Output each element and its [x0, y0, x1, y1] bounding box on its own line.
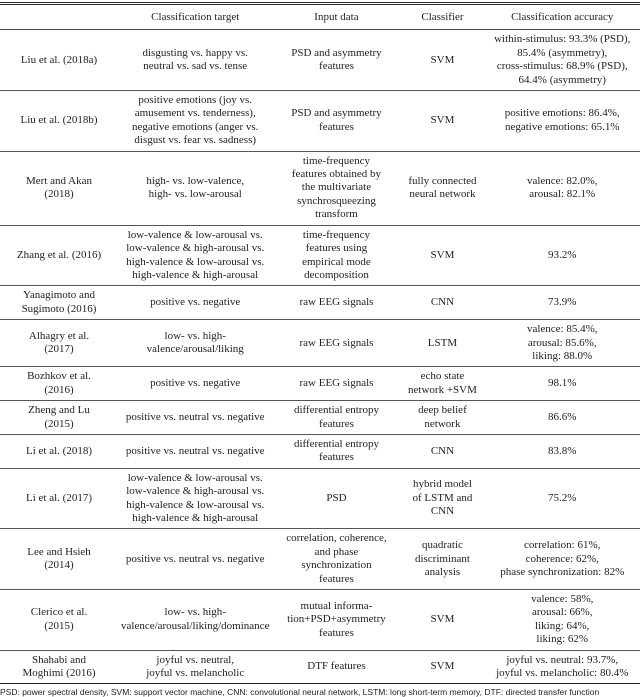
- header-input-data: Input data: [272, 4, 400, 30]
- cell-accuracy: 98.1%: [484, 367, 640, 401]
- cell-accuracy: valence: 58%, arousal: 66%, liking: 64%, liking: 62%: [484, 590, 640, 651]
- header-classification-target: Classification target: [118, 4, 272, 30]
- table-row: [0, 434, 640, 468]
- cell-classification-target: positive emotions (joy vs. amusement vs. tenderness), negative emotions (anger vs. disgust vs. fear vs. sadness): [118, 91, 272, 152]
- table-body: [0, 30, 640, 684]
- cell-study: Bozhkov et al. (2016): [0, 367, 118, 401]
- cell-input-data: PSD and asymmetry features: [272, 91, 400, 152]
- table-row: [0, 650, 640, 684]
- cell-classifier: echo state network +SVM: [400, 367, 484, 401]
- cell-classifier: hybrid model of LSTM and CNN: [400, 468, 484, 529]
- cell-accuracy: 86.6%: [484, 401, 640, 435]
- cell-classifier: fully connected neural network: [400, 151, 484, 225]
- cell-classifier: quadratic discriminant analysis: [400, 529, 484, 590]
- cell-classification-target: positive vs. neutral vs. negative: [118, 434, 272, 468]
- cell-accuracy: within-stimulus: 93.3% (PSD), 85.4% (asymmetry), cross-stimulus: 68.9% (PSD), 64.4% (asymmetry): [484, 30, 640, 91]
- cell-accuracy: correlation: 61%, coherence: 62%, phase synchronization: 82%: [484, 529, 640, 590]
- table-row: [0, 151, 640, 225]
- cell-accuracy: positive emotions: 86.4%, negative emotions: 65.1%: [484, 91, 640, 152]
- cell-classification-target: low-valence & low-arousal vs. low-valence & high-arousal vs. high-valence & low-arousal vs. high-valence & high-arousal: [118, 468, 272, 529]
- cell-accuracy: 73.9%: [484, 286, 640, 320]
- cell-accuracy: valence: 82.0%, arousal: 82.1%: [484, 151, 640, 225]
- cell-input-data: time-frequency features obtained by the multivariate synchrosqueezing transform: [272, 151, 400, 225]
- cell-study: Clerico et al. (2015): [0, 590, 118, 651]
- header-study: [0, 4, 118, 30]
- cell-classifier: CNN: [400, 286, 484, 320]
- table-row: [0, 91, 640, 152]
- cell-classification-target: joyful vs. neutral, joyful vs. melancholic: [118, 650, 272, 684]
- cell-study: Shahabi and Moghimi (2016): [0, 650, 118, 684]
- table-row: [0, 468, 640, 529]
- cell-input-data: raw EEG signals: [272, 320, 400, 367]
- table-row: [0, 401, 640, 435]
- header-row: [0, 4, 640, 30]
- cell-classification-target: positive vs. neutral vs. negative: [118, 529, 272, 590]
- cell-classifier: SVM: [400, 91, 484, 152]
- cell-classification-target: low- vs. high- valence/arousal/liking/dominance: [118, 590, 272, 651]
- cell-classification-target: low-valence & low-arousal vs. low-valence & high-arousal vs. high-valence & low-arousal vs. high-valence & high-arousal: [118, 225, 272, 286]
- cell-classifier: SVM: [400, 30, 484, 91]
- cell-input-data: PSD and asymmetry features: [272, 30, 400, 91]
- table-row: [0, 225, 640, 286]
- cell-classification-target: positive vs. negative: [118, 367, 272, 401]
- cell-input-data: raw EEG signals: [272, 286, 400, 320]
- cell-classifier: CNN: [400, 434, 484, 468]
- cell-input-data: differential entropy features: [272, 401, 400, 435]
- cell-classifier: SVM: [400, 650, 484, 684]
- cell-study: Li et al. (2018): [0, 434, 118, 468]
- cell-study: Mert and Akan (2018): [0, 151, 118, 225]
- cell-classification-target: disgusting vs. happy vs. neutral vs. sad vs. tense: [118, 30, 272, 91]
- cell-input-data: correlation, coherence, and phase synchronization features: [272, 529, 400, 590]
- cell-classification-target: high- vs. low-valence, high- vs. low-arousal: [118, 151, 272, 225]
- cell-accuracy: 75.2%: [484, 468, 640, 529]
- results-table: [0, 2, 640, 684]
- cell-classification-target: low- vs. high- valence/arousal/liking: [118, 320, 272, 367]
- cell-classification-target: positive vs. neutral vs. negative: [118, 401, 272, 435]
- cell-accuracy: joyful vs. neutral: 93.7%, joyful vs. melancholic: 80.4%: [484, 650, 640, 684]
- table-row: [0, 320, 640, 367]
- cell-classifier: SVM: [400, 590, 484, 651]
- cell-study: Liu et al. (2018a): [0, 30, 118, 91]
- cell-classifier: SVM: [400, 225, 484, 286]
- cell-input-data: differential entropy features: [272, 434, 400, 468]
- cell-input-data: DTF features: [272, 650, 400, 684]
- cell-input-data: raw EEG signals: [272, 367, 400, 401]
- cell-study: Liu et al. (2018b): [0, 91, 118, 152]
- table-row: [0, 286, 640, 320]
- cell-classifier: LSTM: [400, 320, 484, 367]
- cell-accuracy: 83.8%: [484, 434, 640, 468]
- cell-accuracy: valence: 85.4%, arousal: 85.6%, liking: 88.0%: [484, 320, 640, 367]
- cell-study: Zhang et al. (2016): [0, 225, 118, 286]
- cell-study: Li et al. (2017): [0, 468, 118, 529]
- cell-study: Lee and Hsieh (2014): [0, 529, 118, 590]
- cell-classification-target: positive vs. negative: [118, 286, 272, 320]
- cell-study: Zheng and Lu (2015): [0, 401, 118, 435]
- table-row: [0, 367, 640, 401]
- cell-input-data: PSD: [272, 468, 400, 529]
- table-row: [0, 30, 640, 91]
- header-classification-accuracy: Classification accuracy: [484, 4, 640, 30]
- cell-input-data: mutual informa- tion+PSD+asymmetry features: [272, 590, 400, 651]
- cell-input-data: time-frequency features using empirical mode decomposition: [272, 225, 400, 286]
- header-classifier: Classifier: [400, 4, 484, 30]
- cell-classifier: deep belief network: [400, 401, 484, 435]
- table-row: [0, 590, 640, 651]
- table-footnote: PSD: power spectral density, SVM: support vector machine, CNN: convolutional neural network, LSTM: long short-term memory, DTF: directed transfer function: [0, 687, 600, 697]
- cell-accuracy: 93.2%: [484, 225, 640, 286]
- table-row: [0, 529, 640, 590]
- cell-study: Yanagimoto and Sugimoto (2016): [0, 286, 118, 320]
- cell-study: Alhagry et al. (2017): [0, 320, 118, 367]
